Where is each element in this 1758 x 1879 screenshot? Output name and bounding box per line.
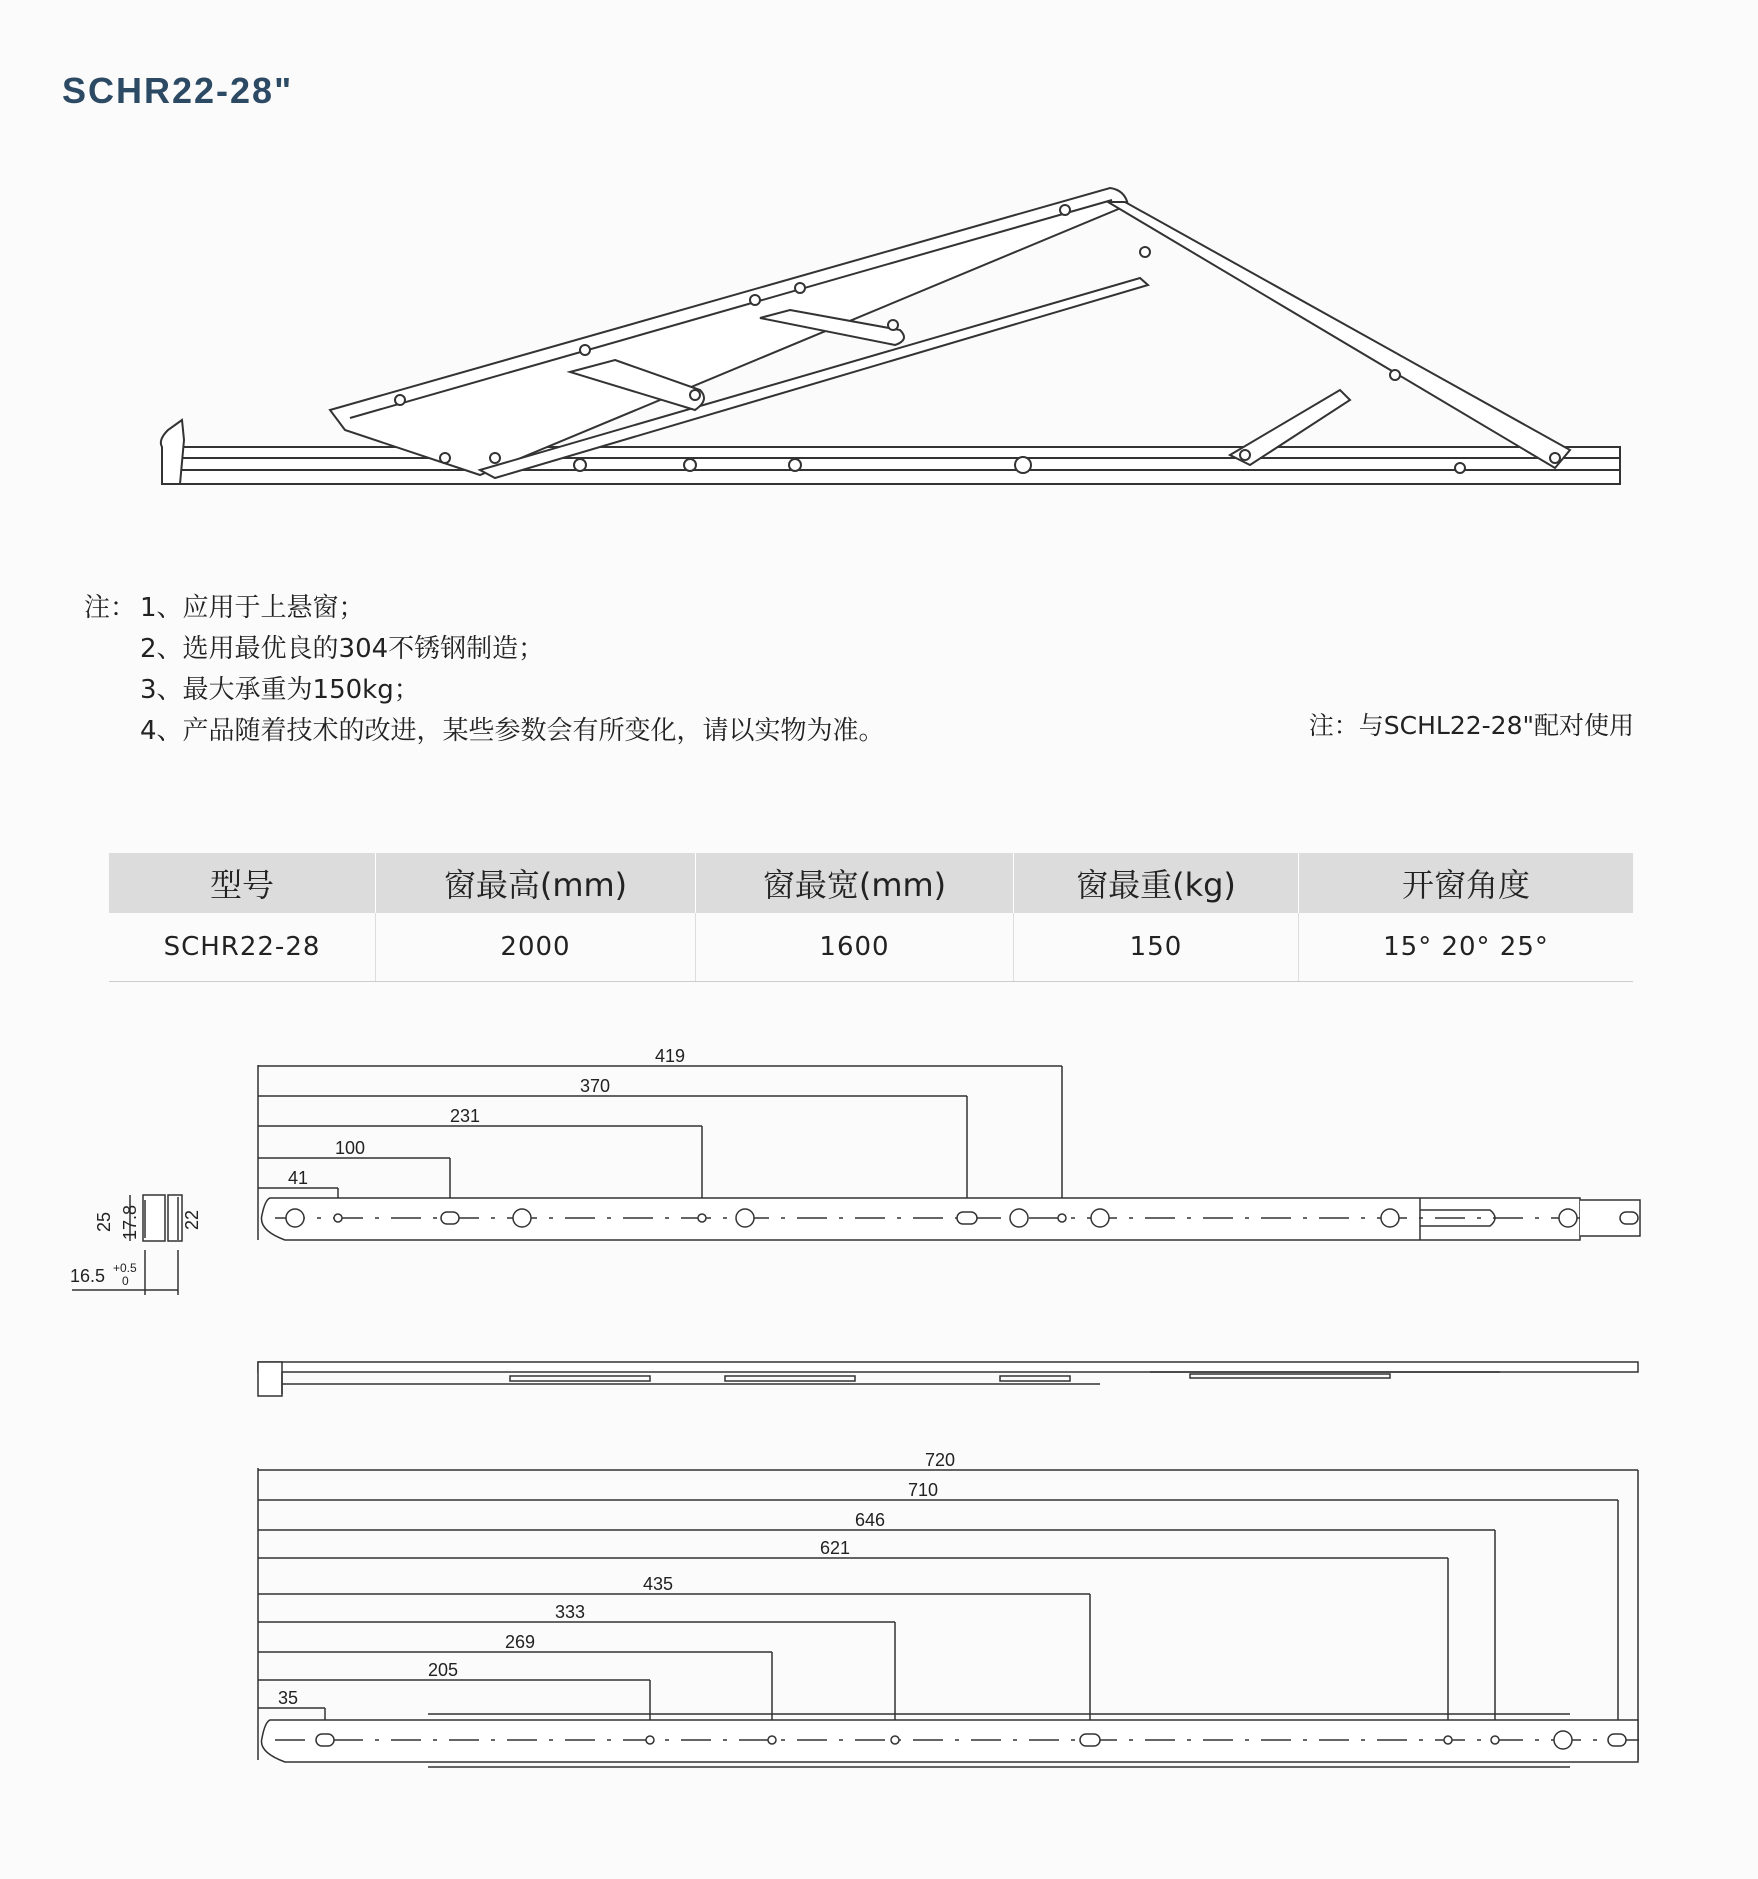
note-item xyxy=(84,711,885,752)
note-text: 3、最大承重为150kg； xyxy=(140,675,420,705)
header-max-height: 窗最高(mm) xyxy=(376,853,696,913)
note-item xyxy=(84,670,885,711)
spec-table xyxy=(109,853,1633,982)
dim-269: 269 xyxy=(505,1632,536,1652)
product-title: SCHR22-28" xyxy=(62,70,294,111)
dim-419: 419 xyxy=(655,1046,686,1066)
dim-231: 231 xyxy=(450,1106,481,1126)
top-view-drawing xyxy=(258,1065,1640,1240)
table-row xyxy=(109,913,1633,982)
dim-16-5: 16.5 xyxy=(70,1266,106,1286)
notes-block xyxy=(84,588,885,752)
hinge-perspective-illustration xyxy=(161,188,1620,484)
dim-100: 100 xyxy=(335,1138,366,1158)
header-max-width: 窗最宽(mm) xyxy=(696,853,1014,913)
note-text: 2、选用最优良的304不锈钢制造； xyxy=(140,634,545,664)
pairing-note: 注：与SCHL22-28"配对使用 xyxy=(1308,711,1634,740)
header-model: 型号 xyxy=(109,853,376,913)
dim-17-8: 17.8 xyxy=(120,1204,140,1240)
notes-prefix: 注： xyxy=(84,593,137,623)
dim-646: 646 xyxy=(855,1510,886,1530)
dim-22: 22 xyxy=(182,1209,202,1230)
dim-435: 435 xyxy=(643,1574,674,1594)
dim-205: 205 xyxy=(428,1660,459,1680)
bottom-view-drawing xyxy=(258,1468,1650,1767)
dim-tolerance-upper: +0.5 xyxy=(113,1261,137,1275)
table-header-row xyxy=(109,853,1633,913)
header-open-angle: 开窗角度 xyxy=(1299,853,1634,913)
dim-621: 621 xyxy=(820,1538,851,1558)
dimension-labels-bottom xyxy=(278,1450,955,1708)
dim-41: 41 xyxy=(288,1168,309,1188)
note-item xyxy=(84,629,885,670)
header-max-weight: 窗最重(kg) xyxy=(1014,853,1299,913)
cell-max-height: 2000 xyxy=(376,913,696,982)
dim-25: 25 xyxy=(94,1211,114,1232)
dim-333: 333 xyxy=(555,1602,586,1622)
note-item xyxy=(84,588,885,629)
cell-model: SCHR22-28 xyxy=(109,913,376,982)
dim-tolerance-lower: 0 xyxy=(122,1274,129,1288)
cell-max-weight: 150 xyxy=(1014,913,1299,982)
dimension-labels-top xyxy=(288,1046,685,1188)
dimension-labels-side xyxy=(70,1205,202,1288)
cell-open-angle: 15° 20° 25° xyxy=(1299,913,1634,982)
dim-720: 720 xyxy=(925,1450,956,1470)
side-profile-drawing xyxy=(258,1362,1638,1396)
note-text: 1、应用于上悬窗； xyxy=(140,593,365,623)
dim-35: 35 xyxy=(278,1688,299,1708)
dim-370: 370 xyxy=(580,1076,611,1096)
dim-710: 710 xyxy=(908,1480,939,1500)
cell-max-width: 1600 xyxy=(696,913,1014,982)
note-text: 4、产品随着技术的改进，某些参数会有所变化，请以实物为准。 xyxy=(140,716,885,746)
